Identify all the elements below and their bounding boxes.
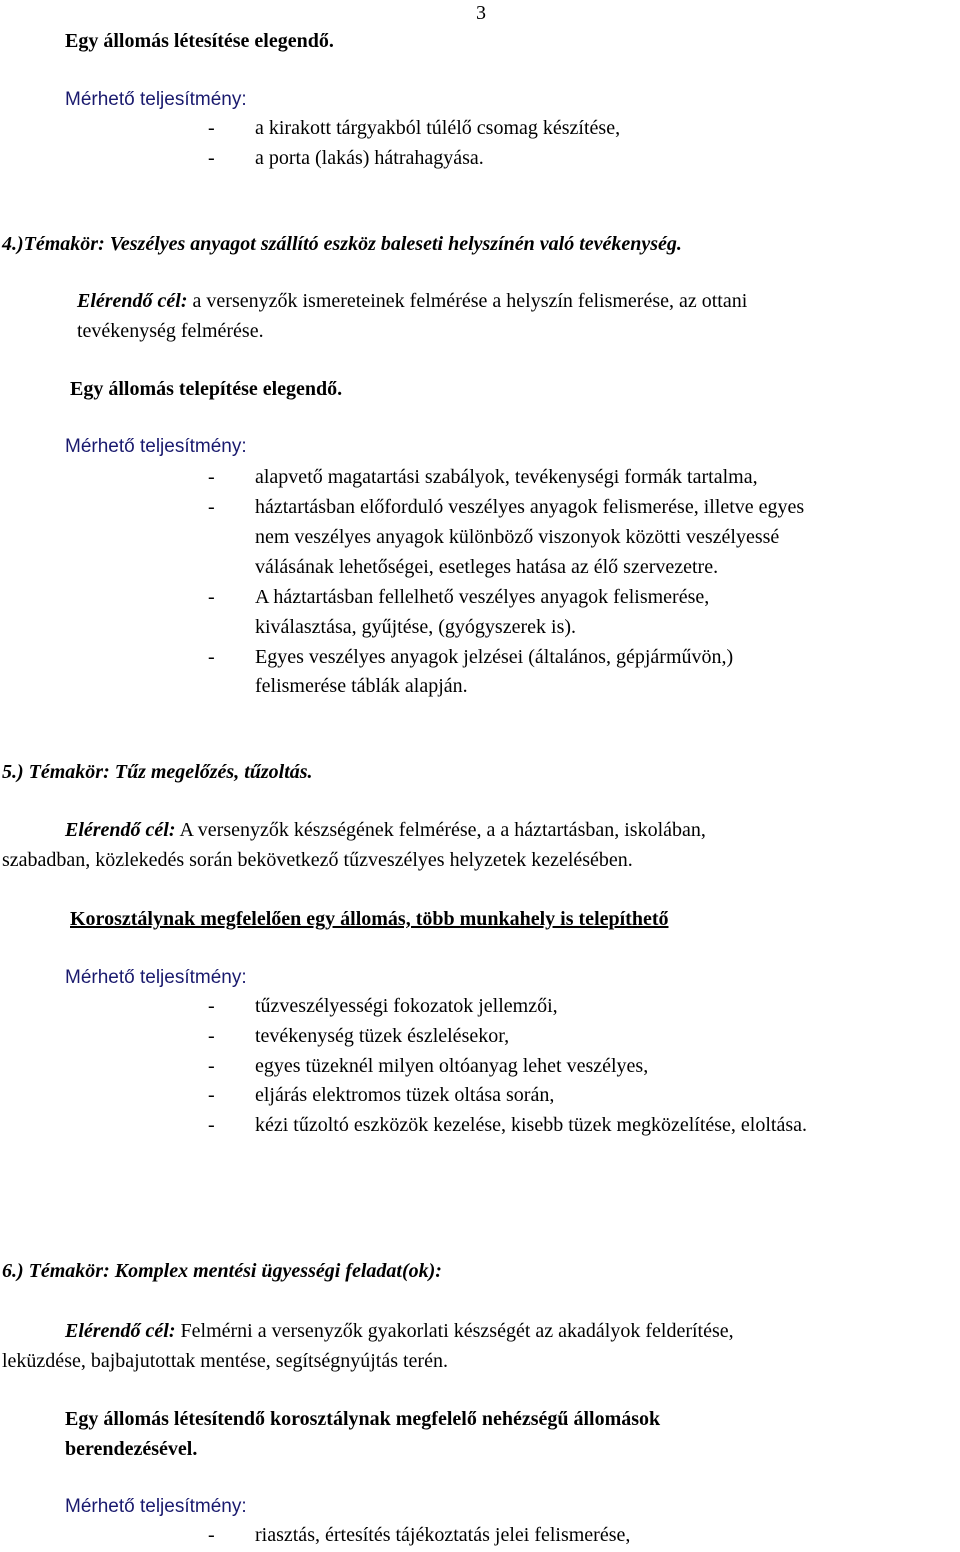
s4-goal-label: Elérendő cél: (77, 290, 188, 312)
list-item-cont: nem veszélyes anyagok különböző viszonyok közötti veszélyessé (255, 526, 780, 548)
s6-heading: 6.) Témakör: Komplex mentési ügyességi feladat(ok): (2, 1260, 442, 1282)
s5-heading: 5.) Témakör: Tűz megelőzés, tűzoltás. (2, 761, 313, 783)
s4-measure-label: Mérhető teljesítmény: (65, 436, 247, 457)
s5-goal-label: Elérendő cél: (65, 819, 176, 841)
s6-goal-label: Elérendő cél: (65, 1320, 176, 1342)
s6-station-note: Egy állomás létesítendő korosztálynak megfelelő nehézségű állomások (65, 1408, 661, 1430)
s5-station-note: Korosztálynak megfelelően egy állomás, több munkahely is telepíthető (70, 908, 669, 930)
s3-measure-label: Mérhető teljesítmény: (65, 89, 247, 110)
s6-goal-cont: leküzdése, bajbajutottak mentése, segítségnyújtás terén. (2, 1350, 448, 1372)
list-item-cont: kiválasztása, gyűjtése, (gyógyszerek is). (255, 616, 577, 638)
s4-goal (77, 286, 747, 316)
list-item-cont: válásának lehetőségei, esetleges hatása az élő szervezetre. (255, 556, 719, 578)
s5-goal-text: A versenyzők készségének felmérése, a a háztartásban, iskolában, (179, 819, 706, 841)
s3-station-note: Egy állomás létesítése elegendő. (65, 30, 334, 52)
s6-measure-label: Mérhető teljesítmény: (65, 1496, 247, 1517)
s4-goal-cont: tevékenység felmérése. (77, 320, 264, 342)
list-item-cont: felismerése táblák alapján. (255, 675, 468, 697)
s6-goal-text: Felmérni a versenyzők gyakorlati készségét az akadályok felderítése, (180, 1320, 734, 1342)
s5-goal (65, 815, 706, 845)
s5-goal-cont: szabadban, közlekedés során bekövetkező tűzveszélyes helyzetek kezelésében. (2, 849, 633, 871)
s4-station-note: Egy állomás telepítése elegendő. (70, 378, 343, 400)
s4-goal-text: a versenyzők ismereteinek felmérése a helyszín felismerése, az ottani (192, 290, 748, 312)
s4-heading: 4.)Témakör: Veszélyes anyagot szállító eszköz baleseti helyszínén való tevékenység. (2, 233, 682, 255)
s5-measure-label: Mérhető teljesítmény: (65, 967, 247, 988)
s6-station-note-cont: berendezésével. (65, 1438, 198, 1460)
page-number: 3 (476, 2, 486, 24)
s6-goal (65, 1316, 734, 1346)
